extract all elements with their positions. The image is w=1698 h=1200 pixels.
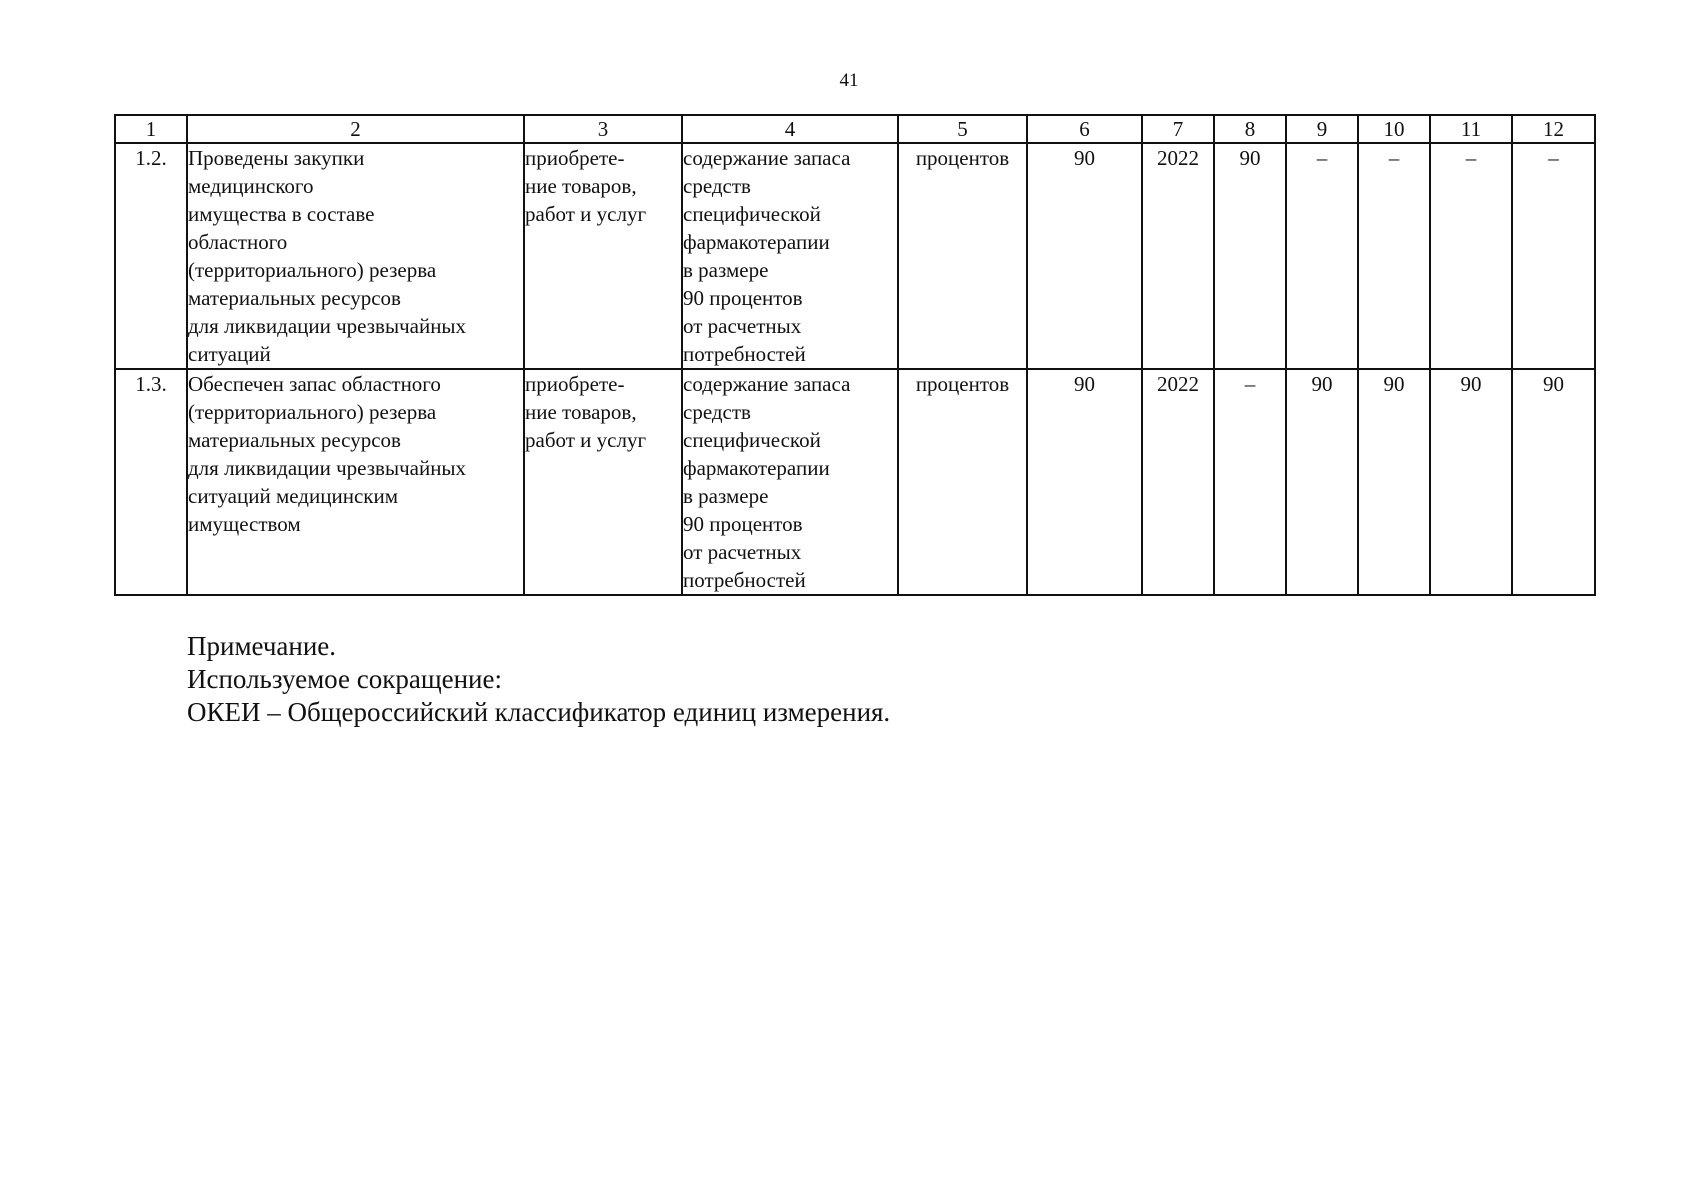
characteristic-text-line: содержание запаса	[683, 372, 851, 396]
column-number-header: 9	[1286, 115, 1358, 143]
value-cell: –	[1214, 369, 1286, 595]
column-number-header: 4	[682, 115, 898, 143]
result-text-line: для ликвидации чрезвычайных	[188, 314, 467, 338]
result-text-line: (территориального) резерва	[188, 400, 437, 424]
type-text-line: приобрете-	[525, 146, 625, 170]
characteristic-text-line: средств	[683, 174, 751, 198]
characteristic-text-line: от расчетных	[683, 314, 802, 338]
result-text-line: ситуаций	[188, 342, 271, 366]
type-text-line: ние товаров,	[525, 400, 637, 424]
value-cell: –	[1512, 143, 1595, 369]
characteristic-text-line: потребностей	[683, 568, 806, 592]
unit-cell: процентов	[898, 369, 1027, 595]
column-number-header: 1	[115, 115, 187, 143]
result-text-line: Обеспечен запас областного	[188, 372, 441, 396]
result-text-line: материальных ресурсов	[188, 428, 401, 452]
type-text-line: работ и услуг	[525, 202, 647, 226]
value-cell: 90	[1430, 369, 1512, 595]
base-year-cell: 2022	[1142, 369, 1214, 595]
result-text-line: ситуаций медицинским	[188, 484, 398, 508]
result-text-line: (территориального) резерва	[188, 258, 437, 282]
note-abbreviation: ОКЕИ – Общероссийский классификатор единиц измерения.	[187, 697, 891, 727]
column-number-header: 8	[1214, 115, 1286, 143]
result-text-line: имущества в составе	[188, 202, 375, 226]
characteristic-text-line: фармакотерапии	[683, 230, 830, 254]
row-number: 1.2.	[135, 146, 167, 170]
result-cell	[187, 369, 524, 595]
column-number-header: 6	[1027, 115, 1142, 143]
value-cell: –	[1430, 143, 1512, 369]
row-number-cell	[115, 369, 187, 595]
type-text-line: ние товаров,	[525, 174, 637, 198]
result-text-line: областного	[188, 230, 288, 254]
characteristic-text-line: средств	[683, 400, 751, 424]
column-number-header: 3	[524, 115, 682, 143]
value-cell: –	[1358, 143, 1430, 369]
characteristic-text-line: 90 процентов	[683, 286, 803, 310]
base-year-cell: 2022	[1142, 143, 1214, 369]
table-header-row	[115, 115, 1595, 143]
unit-cell: процентов	[898, 143, 1027, 369]
base-value-cell: 90	[1027, 143, 1142, 369]
results-table	[114, 114, 1596, 596]
result-text-line: Проведены закупки	[188, 146, 365, 170]
characteristic-cell	[682, 143, 898, 369]
value-cell: 90	[1358, 369, 1430, 595]
column-number-header: 7	[1142, 115, 1214, 143]
column-number-header: 2	[187, 115, 524, 143]
value-cell: 90	[1214, 143, 1286, 369]
table-row	[115, 369, 1595, 595]
value-cell: 90	[1286, 369, 1358, 595]
value-cell: –	[1286, 143, 1358, 369]
value-cell: 90	[1512, 369, 1595, 595]
characteristic-text-line: потребностей	[683, 342, 806, 366]
type-cell	[524, 369, 682, 595]
result-text-line: материальных ресурсов	[188, 286, 401, 310]
characteristic-text-line: от расчетных	[683, 540, 802, 564]
note-title: Примечание.	[187, 631, 337, 661]
characteristic-text-line: содержание запаса	[683, 146, 851, 170]
column-number-header: 10	[1358, 115, 1430, 143]
note-block	[187, 630, 890, 729]
characteristic-text-line: в размере	[683, 258, 769, 282]
characteristic-text-line: специфической	[683, 202, 821, 226]
characteristic-text-line: 90 процентов	[683, 512, 803, 536]
table-row	[115, 143, 1595, 369]
result-text-line: медицинского	[188, 174, 314, 198]
row-number-cell	[115, 143, 187, 369]
result-text-line: имуществом	[188, 512, 301, 536]
result-cell	[187, 143, 524, 369]
column-number-header: 12	[1512, 115, 1595, 143]
base-value-cell: 90	[1027, 369, 1142, 595]
page-number: 41	[839, 70, 859, 91]
row-number: 1.3.	[135, 372, 167, 396]
characteristic-text-line: в размере	[683, 484, 769, 508]
characteristic-text-line: фармакотерапии	[683, 456, 830, 480]
column-number-header: 11	[1430, 115, 1512, 143]
type-text-line: работ и услуг	[525, 428, 647, 452]
characteristic-cell	[682, 369, 898, 595]
result-text-line: для ликвидации чрезвычайных	[188, 456, 467, 480]
note-subtitle: Используемое сокращение:	[187, 664, 502, 694]
column-number-header: 5	[898, 115, 1027, 143]
characteristic-text-line: специфической	[683, 428, 821, 452]
type-text-line: приобрете-	[525, 372, 625, 396]
type-cell	[524, 143, 682, 369]
